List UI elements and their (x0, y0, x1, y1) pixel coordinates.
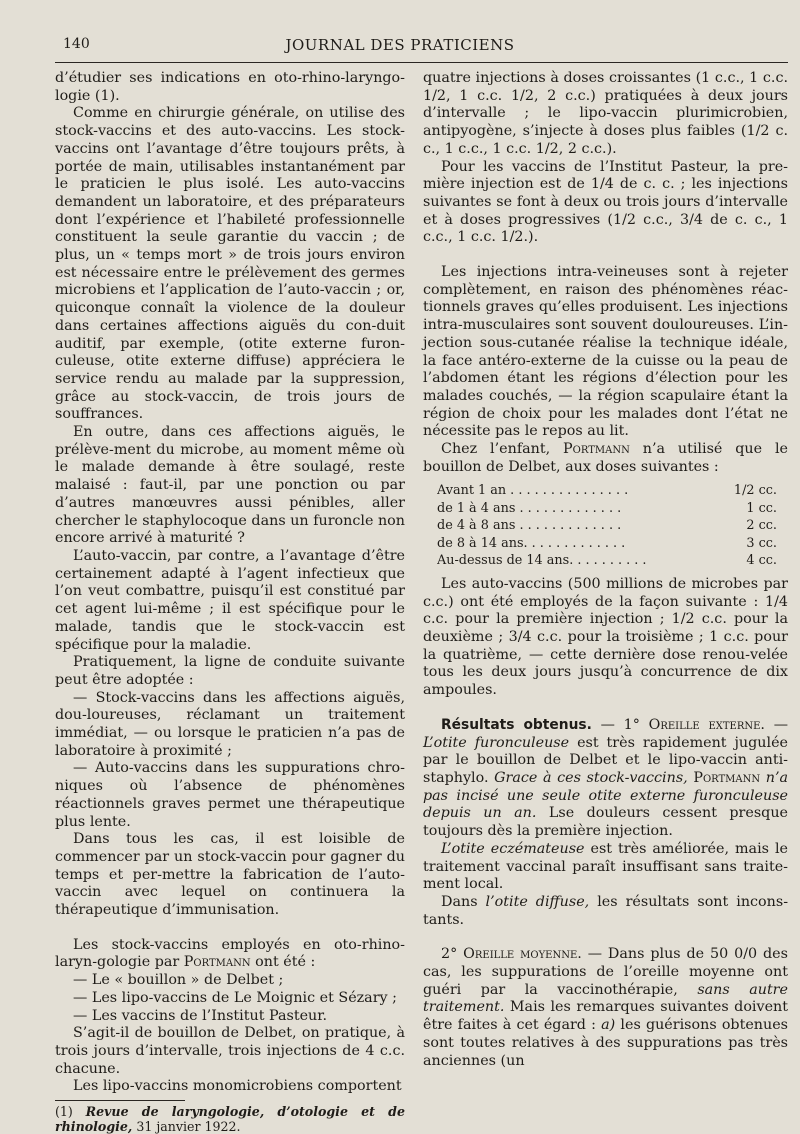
paragraph: quatre injections à doses croissantes (1 c.c., 1 c.c. 1/2, 1 c.c. 1/2, 2 c.c.) pratiquées à deux jours d’intervalle ; le lipo-vaccin plurimicrobien, antipyogène, s’injecte à doses plus faibles (1/2 c. c., 1 c.c., 1 c.c. 1/2, 2 c.c.). (423, 70, 788, 157)
table-row: de 8 à 14 ans. . . . . . . . . . . . . 3 cc. (437, 535, 777, 551)
table-row: de 4 à 8 ans . . . . . . . . . . . . . 2 cc. (437, 518, 777, 534)
footnote-rule (55, 1100, 185, 1101)
paragraph: Les injections intra-veineuses sont à rejeter complètement, en raison des phénomènes réac-tionnels graves qu’elles produisent. Les injections intra-musculaires sont souvent douloureuses. L’in-jection sous-cutanée réalise la technique idéale, la face antéro-externe de la cuisse ou la peau de l’abdomen étant les régions d’élection pour les malades couchés, — la région scapulaire étant la région de choix pour les malades dont l’état ne nécessite pas le repos au lit. (423, 264, 788, 440)
footnote: (1) Revue de laryngologie, d’otologie et de rhinologie, 31 janvier 1922. (55, 1104, 405, 1134)
table-row: Avant 1 an . . . . . . . . . . . . . . . 1/2 cc. (437, 483, 777, 499)
right-column (423, 70, 788, 1070)
results-paragraph: Résultats obtenus. — 1° Oreille externe. — L’otite furonculeuse est très rapidement jugulée par le bouillon de Delbet et le lipo-vaccin anti-staphylo. Grace à ces stock-vaccins, Portmann n’a pas incisé une seule otite externe furonculeuse depuis un an. Lse douleurs cessent presque toujours dès la première injection. (423, 716, 789, 840)
paragraph: Les auto-vaccins (500 millions de microbes par c.c.) ont été employés de la façon suivante : 1/4 c.c. pour la première injection ; 1/2 c.c. pour la deuxième ; 3/4 c.c. pour la troisième ; 1 c.c. pour la quatrième, — cette dernière dose renou-velée tous les deux jours jusqu’à concurrence de dix ampoules. (423, 575, 788, 699)
paragraph: En outre, dans ces affections aiguës, le prélève-ment du microbe, au moment même où le malade demande à être soulagé, reste malaisé : faut-il, par une ponction ou par d’autres manœuvres aussi pénibles, aller chercher le staphylocoque dans un furoncle non encore arrivé à maturité ? (55, 424, 405, 547)
table-row: de 1 à 4 ans . . . . . . . . . . . . . 1 cc. (437, 500, 777, 516)
page-number: 140 (63, 36, 90, 52)
section-title: 2° Oreille moyenne. (441, 946, 582, 963)
table-row: Au-dessus de 14 ans. . . . . . . . . . 4 cc. (437, 553, 777, 569)
paragraph: S’agit-il de bouillon de Delbet, on pratique, à trois jours d’intervalle, trois injections de 4 c.c. chacune. (55, 1025, 405, 1077)
paragraph: Les lipo-vaccins monomicrobiens comportent (73, 1078, 402, 1095)
list-item: — Le « bouillon » de Delbet ; (73, 972, 284, 989)
paragraph: L’auto-vaccin, par contre, a l’avantage d’être certainement adapté à l’agent infectieux que l’on veut combattre, puisqu’il est constitué par cet agent lui-même ; il est spécifique pour le malade, tandis que le stock-vaccin est spécifique pour la maladie. (55, 547, 405, 653)
author-name: Portmann (563, 441, 630, 458)
paragraph: d’étudier ses indications en oto-rhino-laryngo-logie (1). (55, 70, 405, 104)
running-head: JOURNAL DES PRATICIENS (285, 36, 515, 54)
paragraph: Dans l’otite diffuse, les résultats sont incons-tants. (423, 893, 789, 928)
paragraph: L’otite eczémateuse est très améliorée, mais le traitement vaccinal paraît insuffisant sans traite-ment local. (423, 840, 789, 893)
list-item: — Les vaccins de l’Institut Pasteur. (73, 1007, 328, 1024)
section-title: Résultats obtenus. (441, 716, 592, 733)
author-name: Portmann (183, 954, 251, 971)
list-item: — Auto-vaccins dans les suppurations chro-niques où l’absence de phénomènes réactionnels graves permet une thérapeutique plus lente. (55, 760, 405, 830)
paragraph: Comme en chirurgie générale, on utilise des stock-vaccins et des auto-vaccins. Les stock-vaccins ont l’avantage d’être toujours prêts, à portée de main, utilisables instantanément par le praticien le plus isolé. Les auto-vaccins demandent un laboratoire, et des préparateurs dont l’expérience et l’habileté professionnelle constituent la seule garantie du vaccin ; de plus, un « temps mort » de trois jours environ est nécessaire entre le prélèvement des germes microbiens et l’application de l’auto-vaccin ; or, quiconque connaît la violence de la douleur dans certaines affections aiguës du con-duit auditif, par exemple, (otite externe furon-culeuse, otite externe diffuse) appréciera le service rendu au malade par la suppression, grâce au stock-vaccin, de trois jours de souffrances. (55, 105, 405, 423)
page-header (0, 36, 800, 58)
paragraph: Pratiquement, la ligne de conduite suivante peut être adoptée : (55, 654, 405, 688)
dose-table (437, 482, 777, 570)
header-rule (55, 62, 788, 63)
paragraph: Chez l’enfant, Portmann n’a utilisé que le bouillon de Delbet, aux doses suivantes : (423, 441, 788, 475)
paragraph: 2° Oreille moyenne. — Dans plus de 50 0/0 des cas, les suppurations de l’oreille moyenne ont guéri par la vaccinothérapie, sans autre traitement. Mais les remarques suivantes doivent être faites à cet égard : a) les guérisons obtenues sont toutes relatives à des suppurations pas très anciennes (un (423, 946, 789, 1069)
list-item: — Stock-vaccins dans les affections aiguës, dou-loureuses, réclamant un traitement immédiat, — ou lorsque le praticien n’a pas de laboratoire à proximité ; (55, 689, 405, 759)
paragraph: Pour les vaccins de l’Institut Pasteur, la pre-mière injection est de 1/4 de c. c. ; les injections suivantes se font à deux ou trois jours d’intervalle et à doses progressives (1/2 c.c., 3/4 de c. c., 1 c.c., 1 c.c. 1/2.). (423, 158, 788, 246)
left-column (55, 70, 405, 1134)
paragraph: Les stock-vaccins employés en oto-rhino-laryn-gologie par Portmann ont été : (55, 936, 405, 971)
list-item: — Les lipo-vaccins de Le Moignic et Sézary ; (73, 989, 397, 1006)
paragraph: Dans tous les cas, il est loisible de commencer par un stock-vaccin pour gagner du temps et per-mettre la fabrication de l’auto-vaccin avec lequel on continuera la thérapeutique d’immunisation. (55, 831, 405, 919)
